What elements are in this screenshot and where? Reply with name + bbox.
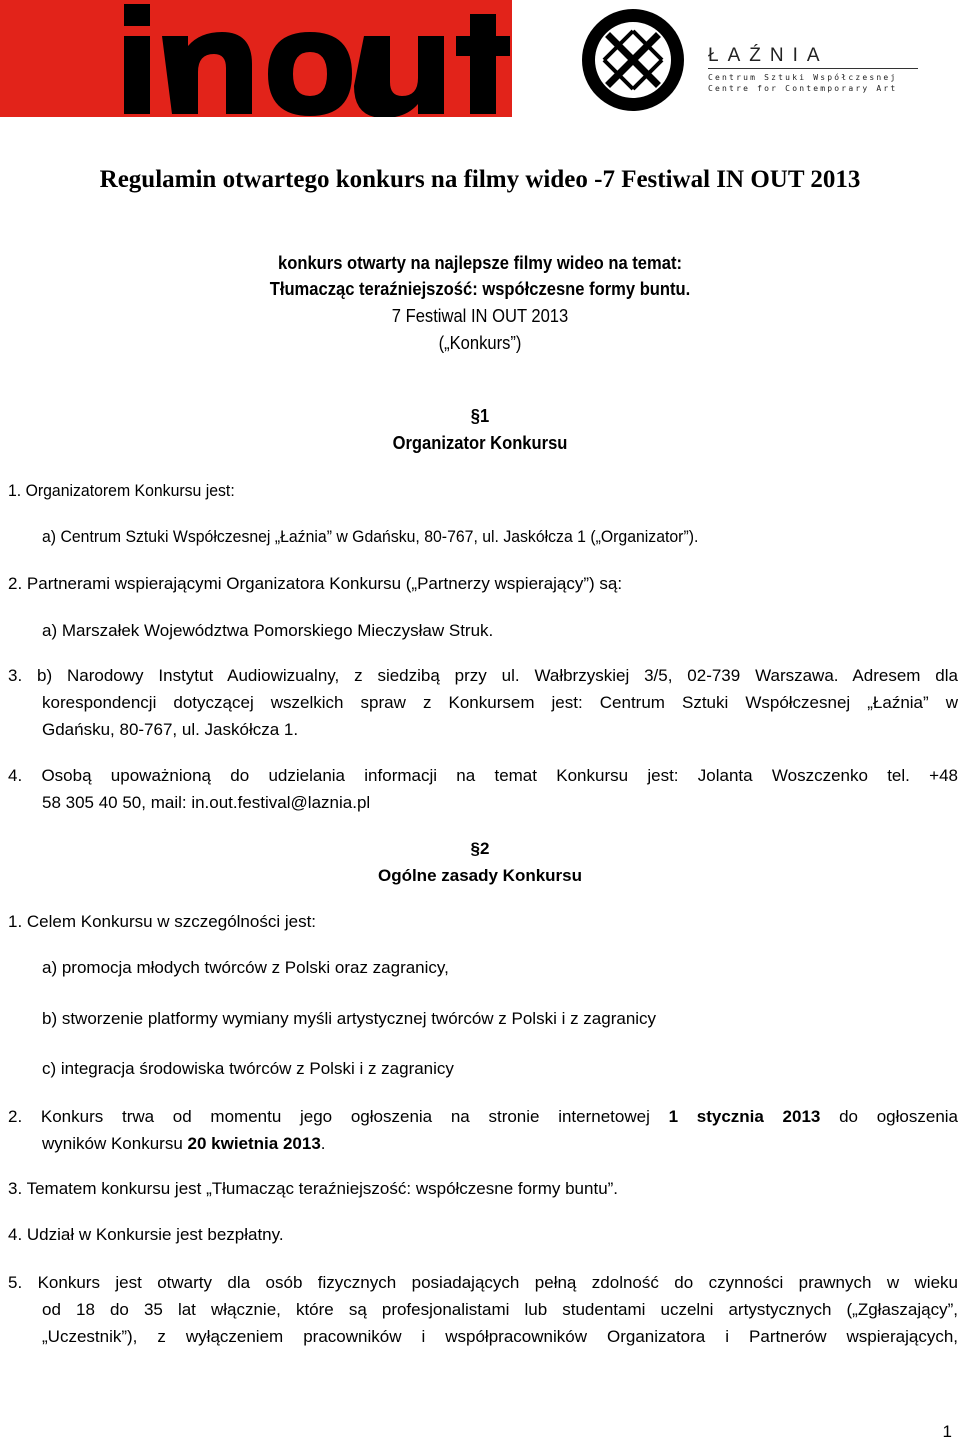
s2-point-1b: b) stworzenie platformy wymiany myśli artystycznej twórców z Polski i z zagranicy [42, 1009, 657, 1028]
laznia-wordmark [708, 46, 938, 94]
s2-point-1c: c) integracja środowiska twórców z Polski i z zagranicy [42, 1059, 454, 1078]
s2-point-2-line-2 [42, 1131, 958, 1157]
section-1-number: §1 [470, 406, 490, 426]
section-1-heading: Organizator Konkursu [392, 433, 568, 453]
s2-point-1: 1. Celem Konkursu w szczególności jest: [8, 912, 317, 931]
s2-point-2-end-date: 20 kwietnia 2013 [187, 1134, 321, 1153]
laznia-emblem [580, 7, 686, 113]
s1-point-4-line-2: 58 305 40 50, mail: in.out.festival@laznia.pl [42, 793, 371, 812]
section-2-heading: Ogólne zasady Konkursu [377, 866, 583, 885]
intro-line-1: konkurs otwarty na najlepsze filmy wideo na temat: [278, 253, 682, 273]
laznia-divider [708, 68, 918, 69]
s1-point-3-line-3: Gdańsku, 80-767, ul. Jaskółcza 1. [42, 720, 299, 739]
s2-point-2-text-mid: do ogłoszenia [820, 1107, 959, 1126]
s1-point-3-line-2: korespondencji dotyczącej wszelkich spraw z Konkursem jest: Centrum Sztuki Współczesnej „Łaźnia” w [42, 693, 958, 712]
intro-line-2: Tłumacząc teraźniejszość: współczesne formy buntu. [269, 279, 691, 299]
intro-line-3: 7 Festiwal IN OUT 2013 [391, 306, 569, 326]
s1-point-4-line-1: 4. Osobą upoważnioną do udzielania informacji na temat Konkursu jest: Jolanta Woszczenko tel. +48 [8, 766, 958, 785]
section-2-number: §2 [470, 839, 490, 858]
document-title: Regulamin otwartego konkurs na filmy wideo -7 Festiwal IN OUT 2013 [99, 166, 861, 193]
s2-point-1a: a) promocja młodych twórców z Polski oraz zagranicy, [42, 958, 449, 977]
s2-point-5-line-2: od 18 do 35 lat włącznie, które są profesjonalistami lub studentami uczelni artystycznych („Zgłaszający”, [42, 1300, 958, 1319]
s2-point-3: 3. Tematem konkursu jest „Tłumacząc teraźniejszość: współczesne formy buntu”. [8, 1179, 619, 1198]
s1-point-2a: a) Marszałek Województwa Pomorskiego Mieczysław Struk. [42, 621, 494, 640]
s2-point-2-start-date: 1 stycznia 2013 [668, 1107, 821, 1126]
s2-point-2-text-2: wyników Konkursu [42, 1134, 188, 1153]
intro-line-4: („Konkurs”) [438, 333, 522, 353]
laznia-name: ŁAŹNIA [708, 45, 829, 66]
s2-point-2-text: 2. Konkurs trwa od momentu jego ogłoszenia na stronie internetowej [8, 1107, 669, 1126]
s2-point-5-line-3: „Uczestnik”), z wyłączeniem pracowników i współpracowników Organizatora i Partnerów wspierających, [42, 1327, 958, 1346]
laznia-subtitle-en: Centre for Contemporary Art [708, 84, 898, 93]
laznia-subtitle-pl: Centrum Sztuki Współczesnej [708, 73, 898, 82]
s1-point-3-line-1: 3. b) Narodowy Instytut Audiowizualny, z siedzibą przy ul. Wałbrzyskiej 3/5, 02-739 Warszawa. Adresem dla [8, 666, 958, 685]
s2-point-2-line-1 [8, 1104, 958, 1130]
s2-point-5-line-1: 5. Konkurs jest otwarty dla osób fizycznych posiadających pełną zdolność do czynności prawnych w wieku [8, 1273, 958, 1292]
s1-point-1a: a) Centrum Sztuki Współczesnej „Łaźnia” w Gdańsku, 80-767, ul. Jaskółcza 1 („Organizator”). [42, 527, 699, 546]
page-number: 1 [942, 1422, 952, 1441]
s2-point-4: 4. Udział w Konkursie jest bezpłatny. [8, 1225, 284, 1244]
s1-point-1: 1. Organizatorem Konkursu jest: [8, 481, 235, 500]
inout-logo [0, 0, 572, 117]
s2-point-2-period: . [320, 1134, 326, 1153]
s1-point-2: 2. Partnerami wspierającymi Organizatora Konkursu („Partnerzy wspierający”) są: [8, 574, 623, 593]
